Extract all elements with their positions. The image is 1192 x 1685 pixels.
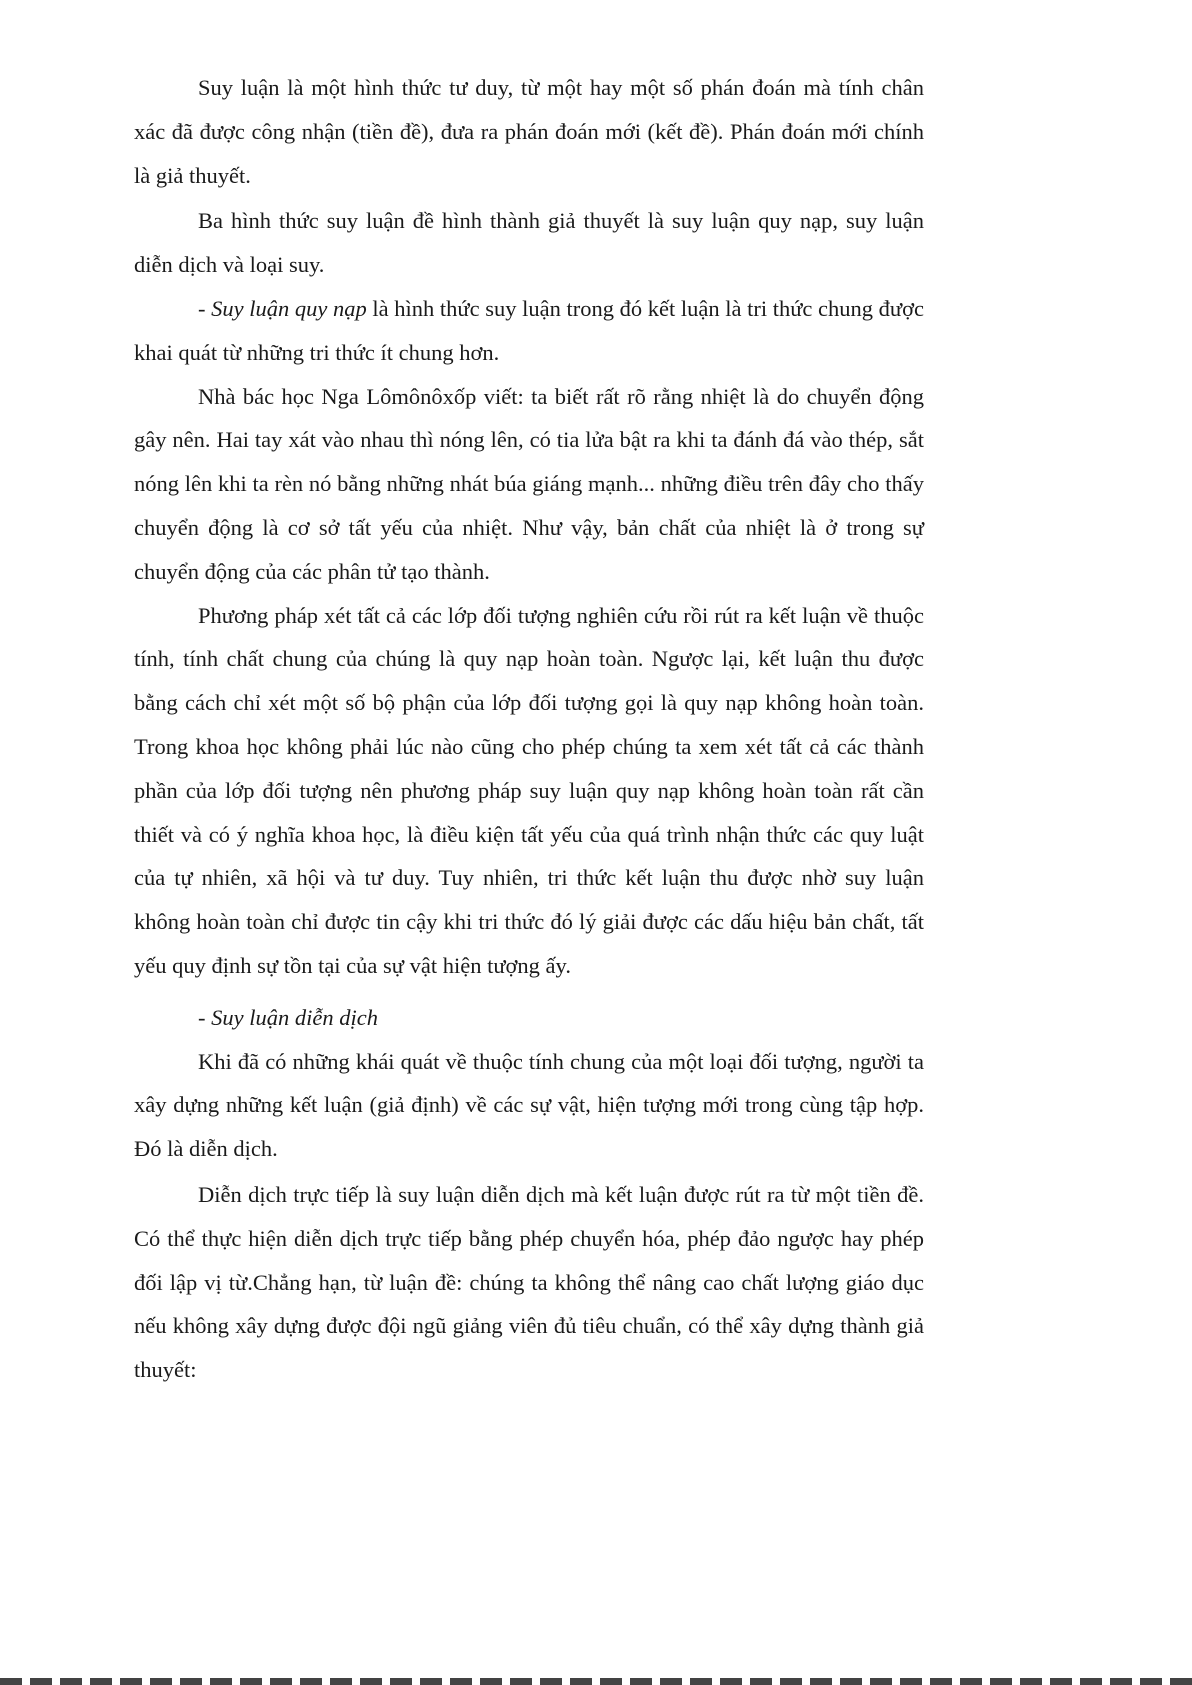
paragraph-text: Phương pháp xét tất cả các lớp đối tượng nghiên cứu rồi rút ra kết luận về thuộc tính, tính chất chung của chúng là quy nạp hoàn toàn. Ngược lại, kết luận thu được bằng cách chỉ xét một số bộ phận của lớp đối tượng gọi là quy nạp không hoàn toàn. Trong khoa học không phải lúc nào cũng cho phép chúng ta xem xét tất cả các thành phần của lớp đối tượng nên phương pháp suy luận quy nạp không hoàn toàn rất cần thiết và có ý nghĩa khoa học, là điều kiện tất yếu của quá trình nhận thức các quy luật của tự nhiên, xã hội và tư duy. Tuy nhiên, tri thức kết luận thu được nhờ suy luận không hoàn toàn chỉ được tin cậy khi tri thức đó lý giải được các dấu hiệu bản chất, tất yếu quy định sự tồn tại của sự vật hiện tượng ấy. [134, 602, 924, 978]
paragraph-induction-definition [134, 287, 924, 375]
paragraph-reasoning-definition [134, 66, 924, 197]
paragraph-direct-deduction [134, 1173, 924, 1392]
paragraph-text: Diễn dịch trực tiếp là suy luận diễn dịch mà kết luận được rút ra từ một tiền đề. Có thể thực hiện diễn dịch trực tiếp bằng phép chuyển hóa, phép đảo ngược hay phép đối lập vị từ.Chẳng hạn, từ luận đề: chúng ta không thể nâng cao chất lượng giáo dục nếu không xây dựng được đội ngũ giảng viên đủ tiêu chuẩn, có thể xây dựng thành giả thuyết: [134, 1181, 924, 1383]
paragraph-text: Suy luận là một hình thức tư duy, từ một hay một số phán đoán mà tính chân xác đã được công nhận (tiền đề), đưa ra phán đoán mới (kết đề). Phán đoán mới chính là giả thuyết. [134, 75, 924, 188]
term-induction: Suy luận quy nạp [211, 295, 367, 321]
list-dash: - [198, 1004, 212, 1030]
paragraph-complete-induction [134, 594, 924, 988]
heading-deduction [134, 996, 924, 1040]
paragraph-text: là hình thức suy luận trong đó kết luận là tri thức chung được khai quát từ những tri thức ít chung hơn. [134, 295, 924, 365]
paragraph-lomonosov-example [134, 375, 924, 594]
document-body [134, 66, 924, 1392]
paragraph-text: Ba hình thức suy luận đề hình thành giả thuyết là suy luận quy nạp, suy luận diễn dịch và loại suy. [134, 208, 924, 278]
scan-edge-decoration [0, 1678, 1192, 1685]
paragraph-deduction-definition [134, 1040, 924, 1171]
paragraph-text: Khi đã có những khái quát về thuộc tính chung của một loại đối tượng, người ta xây dựng những kết luận (giả định) về các sự vật, hiện tượng mới trong cùng tập hợp. Đó là diễn dịch. [134, 1048, 924, 1162]
term-deduction: Suy luận diễn dịch [211, 1004, 378, 1030]
paragraph-text: Nhà bác học Nga Lômônôxốp viết: ta biết rất rõ rằng nhiệt là do chuyển động gây nên. Hai tay xát vào nhau thì nóng lên, có tia lửa bật ra khi ta đánh đá vào thép, sắt nóng lên khi ta rèn nó bằng những nhát búa giáng mạnh... những điều trên đây cho thấy chuyển động là cơ sở tất yếu của nhiệt. Như vậy, bản chất của nhiệt là ở trong sự chuyển động của các phân tử tạo thành. [134, 383, 924, 584]
paragraph-three-forms [134, 199, 924, 287]
list-dash: - [198, 295, 212, 321]
